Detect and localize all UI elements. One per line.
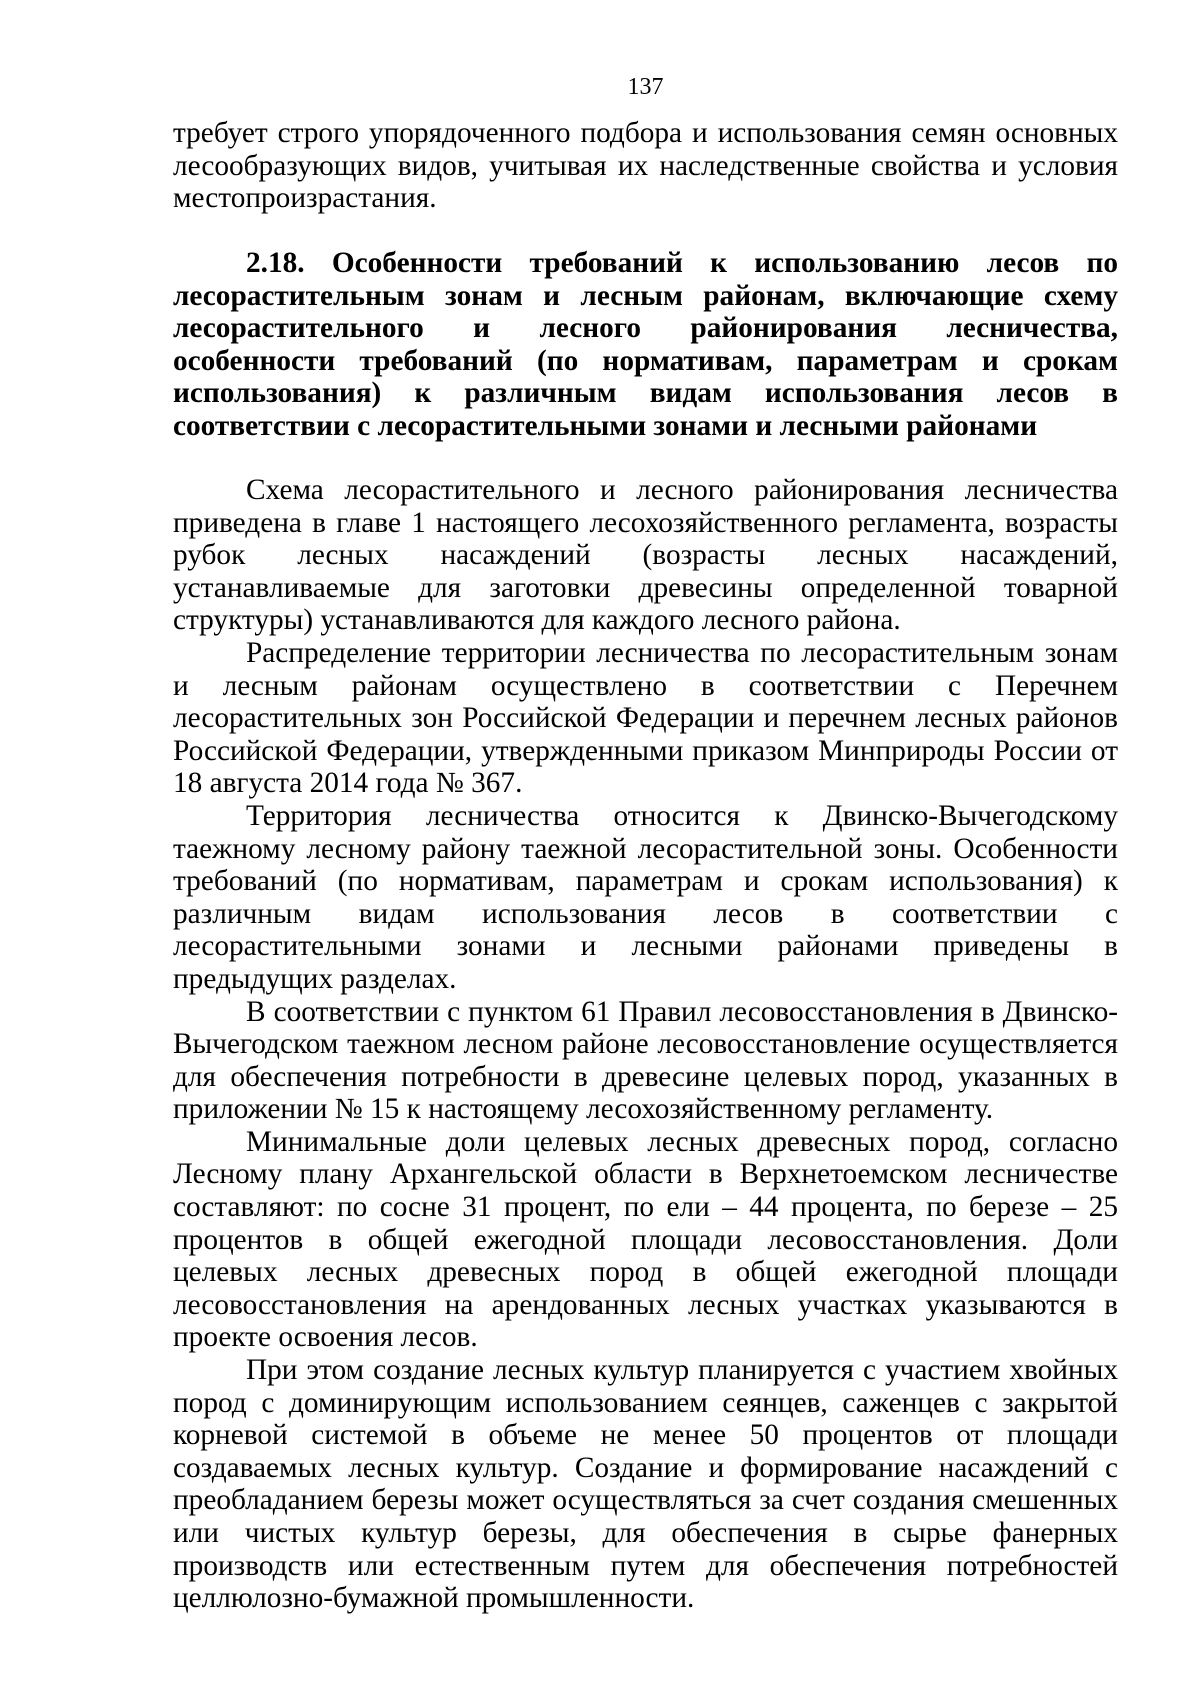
paragraph-species-shares: Минимальные доли целевых лесных древесных пород, согласно Лесному плану Архангельской области в Верхнетоемском лесничестве составляют: по сосне 31 процент, по ели – 44 процента, по березе – 25 процентов в общей ежегодной площади лесовосстановления. Доли целевых лесных древесных пород в общей ежегодной площади лесовосстановления на арендованных лесных участках указываются в проекте освоения лесов. [173, 1125, 1118, 1354]
paragraph-territory-distribution: Распределение территории лесничества по лесорастительным зонам и лесным районам осуществлено в соответствии с Перечнем лесорастительных зон Российской Федерации и перечнем лесных районов Российской Федерации, утвержденными приказом Минприроды России от 18 августа 2014 года № 367. [173, 636, 1118, 800]
section-heading: 2.18. Особенности требований к использованию лесов по лесорастительным зонам и лесным районам, включающие схему лесорастительного и лесного районирования лесничества, особенности требований (по нормативам, параметрам и срокам использования) к различным видам использования лесов в соответствии с лесорастительными зонами и лесными районами [173, 247, 1118, 442]
paragraph-forest-cultures: При этом создание лесных культур планируется с участием хвойных пород с доминирующим использованием сеянцев, саженцев с закрытой корневой системой в объеме не менее 50 процентов от площади создаваемых лесных культур. Создание и формирование насаждений с преобладанием березы может осуществляться за счет создания смешенных или чистых культур березы, для обеспечения в сырье фанерных производств или естественным путем для обеспечения потребностей целлюлозно-бумажной промышленности. [173, 1354, 1118, 1615]
intro-paragraph: требует строго упорядоченного подбора и использования семян основных лесообразующих видов, учитывая их наследственные свойства и условия местопроизрастания. [173, 117, 1118, 215]
paragraph-forest-district: Территория лесничества относится к Двинско-Вычегодскому таежному лесному району таежной лесорастительной зоны. Особенности требований (по нормативам, параметрам и срокам использования) к различным видам использования лесов в соответствии с лесорастительными зонами и лесными районами приведены в предыдущих разделах. [173, 799, 1118, 995]
page-number: 137 [627, 74, 664, 100]
section-body [173, 474, 1118, 1615]
paragraph-reforestation-rules: В соответствии с пунктом 61 Правил лесовосстановления в Двинско-Вычегодском таежном лесном районе лесовосстановление осуществляется для обеспечения потребности в древесине целевых пород, указанных в приложении № 15 к настоящему лесохозяйственному регламенту. [173, 995, 1118, 1126]
paragraph-zoning-scheme: Схема лесорастительного и лесного районирования лесничества приведена в главе 1 настоящего лесохозяйственного регламента, возрасты рубок лесных насаждений (возрасты лесных насаждений, устанавливаемые для заготовки древесины определенной товарной структуры) устанавливаются для каждого лесного района. [173, 474, 1118, 637]
